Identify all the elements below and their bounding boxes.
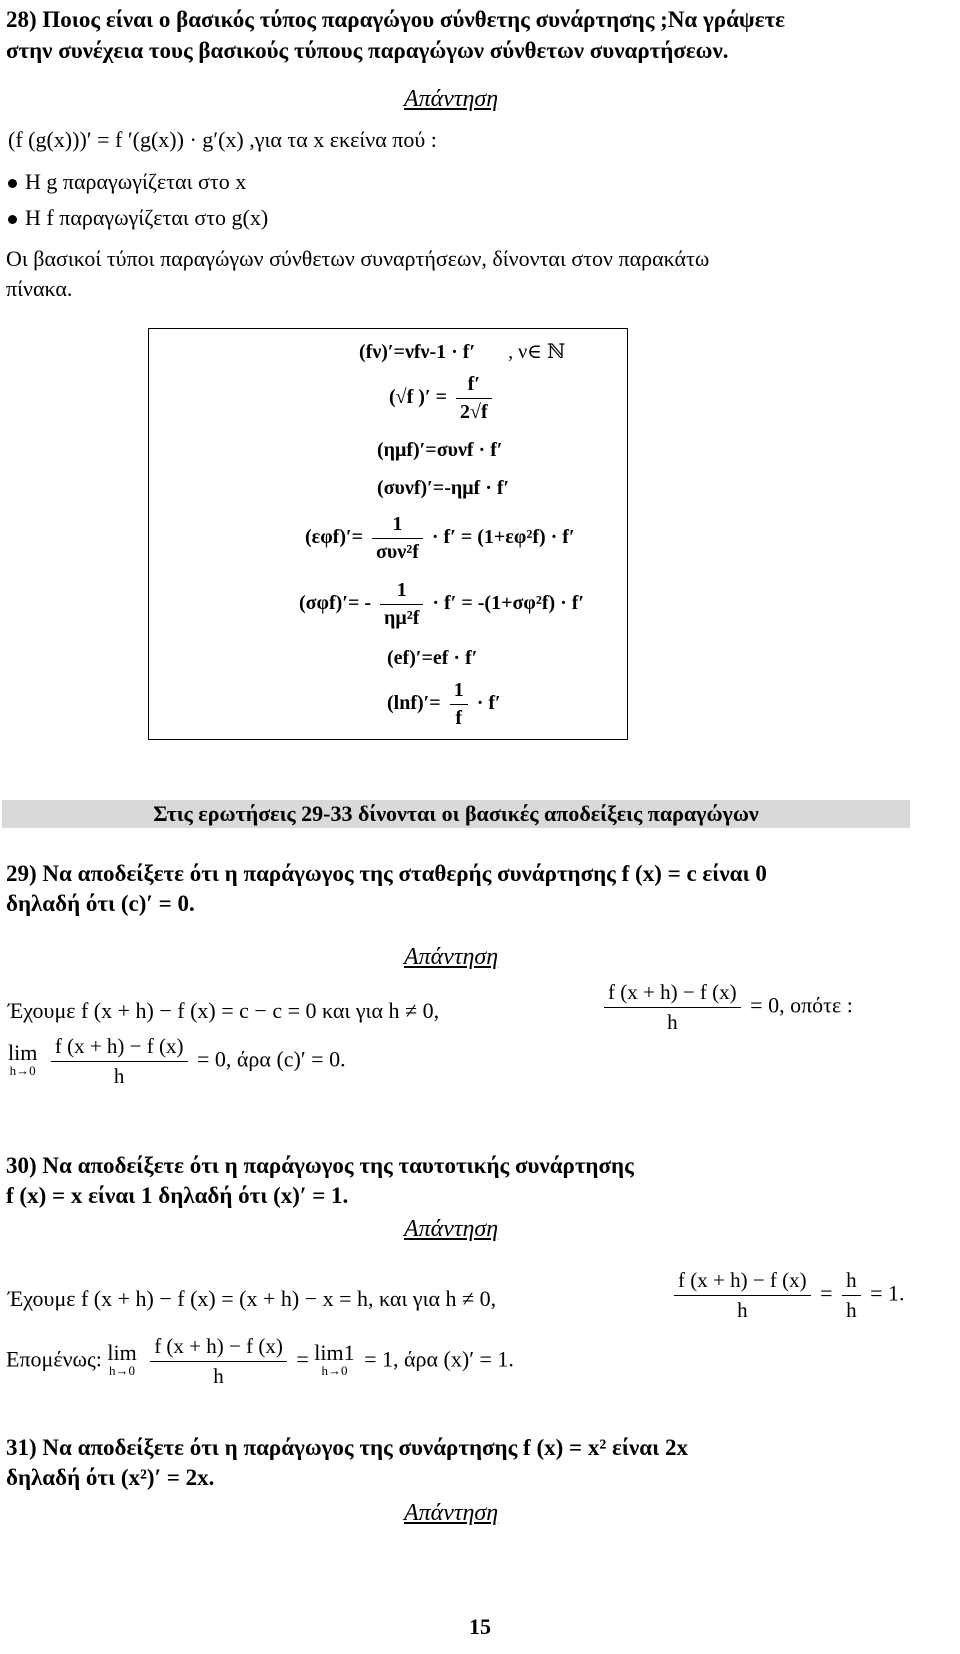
q30-limit: Επομένως: lim h→0 $\frac{f (x + h) - f (x)}{h}$ = lim1 h→0 = 1, άρα (x)′ = 1.	[6, 1334, 514, 1388]
fraction-denominator: f	[455, 707, 463, 729]
q30-line1: 30) Να αποδείξετε ότι η παράγωγος της ταυτοτικής συνάρτησης	[6, 1153, 634, 1178]
q30-fraction	[674, 1268, 811, 1323]
q28-intro1: Οι βασικοί τύποι παραγώγων σύνθετων συναρτήσεων, δίνονται στον παρακάτω	[6, 246, 710, 271]
fraction-denominator: ημ²f	[384, 607, 420, 629]
fraction-numerator: f (x + h) − f (x)	[150, 1334, 287, 1362]
fraction-numerator: f (x + h) − f (x)	[604, 980, 741, 1008]
q28-bullet1	[8, 169, 246, 195]
lim-subscript: h→0	[321, 1362, 348, 1378]
table-row-cot	[299, 579, 584, 630]
fraction-numerator: h	[842, 1268, 861, 1296]
q31-line2: δηλαδή ότι (x²)′ = 2x.	[6, 1465, 215, 1490]
q29-fraction	[604, 980, 741, 1035]
page-number: 15	[469, 1614, 491, 1639]
row-ln-fraction	[450, 679, 468, 730]
fraction-numerator: 1	[372, 513, 423, 539]
fraction-numerator: f (x + h) − f (x)	[674, 1268, 811, 1296]
bullet2-text: Η f παραγωγίζεται στο g(x)	[25, 205, 269, 230]
q29-fraction-group	[600, 980, 853, 1035]
q29-answer-label: Απάντηση	[404, 944, 499, 970]
table-row-ln	[387, 679, 501, 730]
fraction-denominator: h	[213, 1364, 224, 1388]
bullet-icon	[8, 215, 17, 224]
derivative-formula-table	[148, 328, 628, 740]
row-tan-fraction	[372, 513, 423, 564]
q29-limit-tail: = 0, άρα (c)′ = 0.	[197, 1046, 346, 1072]
q30-line2: f (x) = x είναι 1 δηλαδή ότι (x)′ = 1.	[6, 1183, 349, 1208]
row-cot-right: · f′ = -(1+σφ²f) · f′	[432, 592, 585, 615]
q30-step2-label: Επομένως:	[6, 1346, 102, 1372]
table-row-exp: (ef)′=ef · f′	[387, 647, 478, 669]
q29-step1: Έχουμε f (x + h) − f (x) = c − c = 0 και για h ≠ 0,	[8, 998, 440, 1023]
q28-line2: στην συνέχεια τους βασικούς τύπους παραγώγων σύνθετων συναρτήσεων.	[6, 38, 729, 63]
table-row-tan	[305, 513, 575, 564]
fraction-denominator: h	[737, 1298, 748, 1322]
lim-word: lim	[107, 1339, 137, 1365]
fraction-denominator: συν²f	[376, 541, 419, 563]
q29-line2: δηλαδή ότι (c)′ = 0.	[6, 891, 195, 916]
q30-answer-label: Απάντηση	[404, 1216, 499, 1242]
q28-chain-rule: (f (g(x)))′ = f ′(g(x)) · g′(x) ,για τα x εκείνα πού :	[8, 127, 437, 152]
table-row-cos: (συνf)′=-ημf · f′	[377, 477, 510, 499]
bullet-icon	[8, 179, 17, 188]
fraction-denominator: h	[846, 1298, 857, 1322]
bullet1-text: Η g παραγωγίζεται στο x	[25, 169, 247, 194]
section-banner: Στις ερωτήσεις 29-33 δίνονται οι βασικές αποδείξεις παραγώγων	[2, 800, 910, 828]
row-cot-fraction	[380, 579, 423, 630]
q30-step1: Έχουμε f (x + h) − f (x) = (x + h) − x = h, και για h ≠ 0,	[8, 1286, 497, 1311]
q28-intro2: πίνακα.	[6, 276, 73, 301]
row-power-condition: , ν∈ ℕ	[508, 341, 566, 363]
row-sqrt-fraction	[456, 373, 492, 424]
q28-line1: 28) Ποιος είναι ο βασικός τύπος παραγώγου σύνθετης συνάρτησης ;Να γράψετε	[6, 7, 786, 32]
row-ln-right: · f′	[476, 692, 501, 715]
limit-operator	[8, 1039, 38, 1080]
fraction-denominator: h	[667, 1010, 678, 1034]
q30-fraction-tail: = 1.	[870, 1280, 905, 1306]
q30-limit-tail: = 1, άρα (x)′ = 1.	[364, 1346, 514, 1372]
fraction-numerator: f′	[456, 373, 492, 399]
row-sqrt-left: (√f )′ =	[389, 386, 447, 409]
fraction-denominator: h	[113, 1064, 125, 1088]
lim-word: lim1	[314, 1339, 355, 1365]
q29-limit-fraction	[51, 1034, 188, 1089]
lim-subscript: h→0	[9, 1062, 36, 1078]
row-ln-left: (lnf)′=	[387, 692, 441, 715]
q28-answer-label: Απάντηση	[404, 86, 499, 112]
table-row-sin: (ημf)′=συνf · f′	[377, 439, 503, 461]
q29-limit	[8, 1034, 346, 1089]
q31-answer-label: Απάντηση	[404, 1500, 499, 1526]
limit-operator-2	[314, 1339, 355, 1380]
fraction-numerator: 1	[450, 679, 468, 705]
q29-line1: 29) Να αποδείξετε ότι η παράγωγος της σταθερής συνάρτησης f (x) = c είναι 0	[6, 861, 767, 886]
row-tan-right: · f′ = (1+εφ²f) · f′	[431, 526, 575, 549]
table-row-power	[359, 339, 565, 364]
q30-limit-fraction	[150, 1334, 287, 1389]
q30-mid-fraction	[842, 1268, 861, 1323]
lim-subscript: h→0	[109, 1362, 136, 1378]
row-power-formula: (fν)′=νfν-1 · f′	[359, 341, 476, 363]
q29-fraction-tail: = 0, οπότε :	[750, 992, 853, 1018]
q28-bullet2	[8, 205, 268, 231]
q30-fraction-group: $\frac{f (x + h) - f (x)}{h}$ = $\frac{h}{h}$ = 1.	[670, 1268, 905, 1323]
fraction-numerator: f (x + h) − f (x)	[51, 1034, 188, 1062]
lim-word: lim	[8, 1039, 38, 1065]
fraction-denominator: 2√f	[459, 401, 488, 423]
q31-line1: 31) Να αποδείξετε ότι η παράγωγος της συνάρτησης f (x) = x² είναι 2x	[6, 1435, 688, 1460]
row-tan-left: (εφf)′=	[305, 526, 364, 549]
row-cot-left: (σφf)′= -	[299, 592, 372, 615]
table-row-sqrt	[389, 373, 496, 424]
fraction-numerator: 1	[380, 579, 423, 605]
limit-operator	[107, 1339, 137, 1380]
